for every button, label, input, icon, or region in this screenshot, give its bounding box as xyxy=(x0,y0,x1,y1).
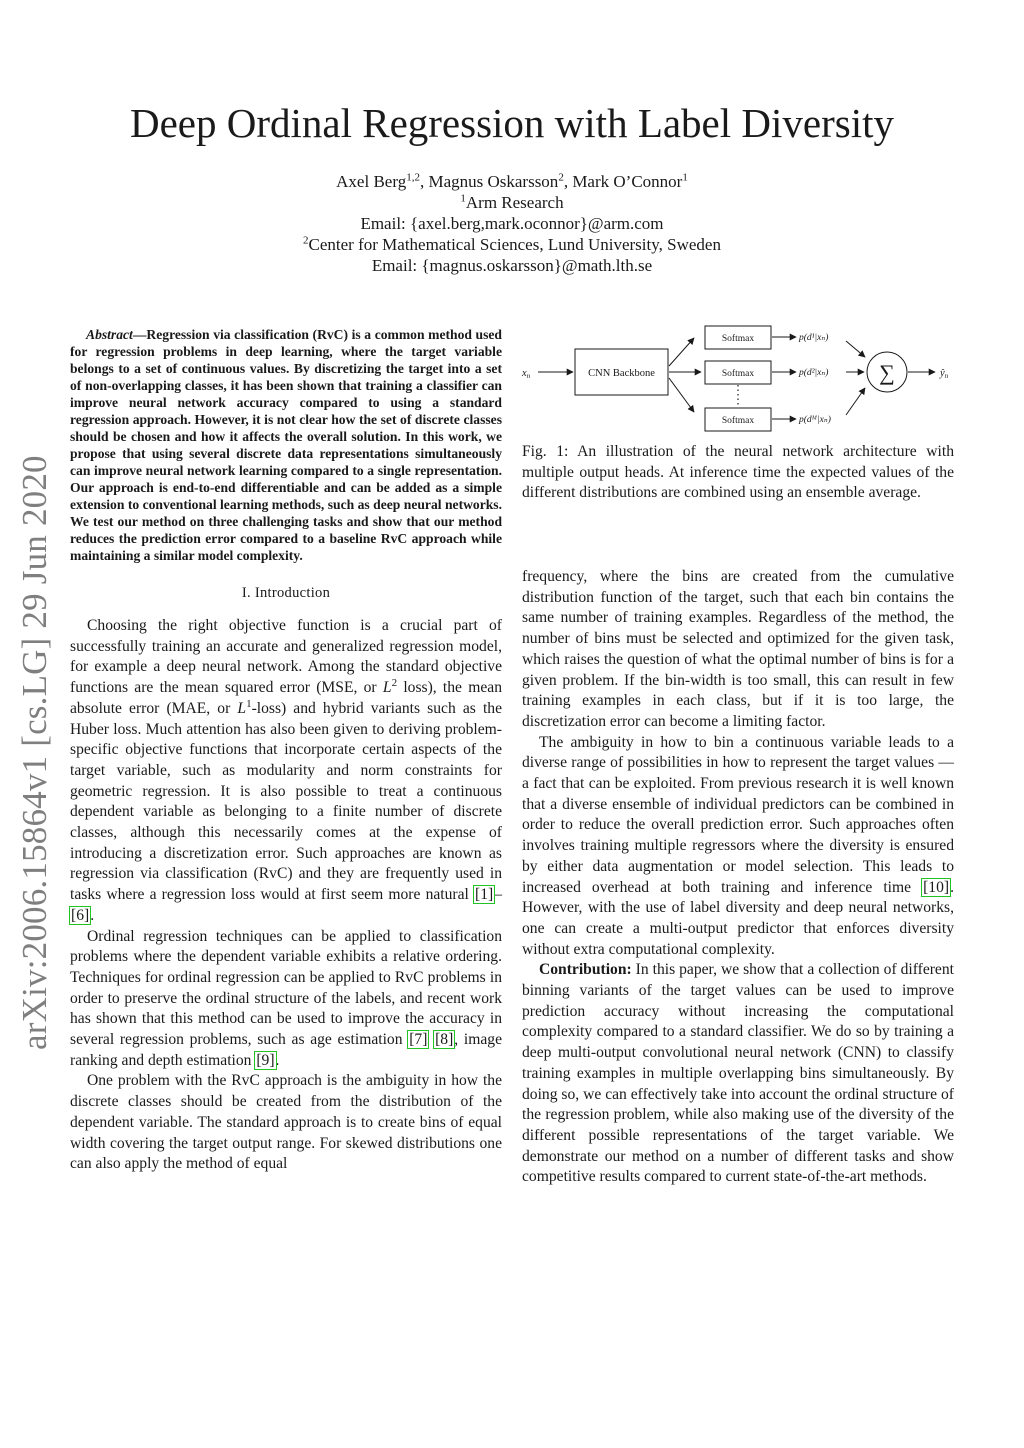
text-run: . xyxy=(90,906,95,924)
abstract-label: Abstract xyxy=(86,327,133,342)
author-name: Magnus Oskarsson xyxy=(428,172,559,191)
figure-caption: Fig. 1: An illustration of the neural network architecture with multiple output heads. At inference time the expected values of the different distributions are combined using an ensemble average. xyxy=(522,443,954,502)
citation-link[interactable]: [8] xyxy=(435,1031,454,1049)
text-run: The ambiguity in how to bin a continuous variable leads to a diverse range of possibilities in how to represent the target values — a fact that can be exploited. From previous research it is well known that a diverse ensemble of individual predictors can be combined in order to reduce the overall prediction error. Such approaches often involves training multiple regressors where the diversity is ensured by either data augmentation or model selection. This leads to increased overhead at both training and inference time xyxy=(522,733,954,896)
architecture-figure xyxy=(520,322,960,432)
author-affiliation-mark: 2 xyxy=(558,171,564,184)
math-symbol: L xyxy=(237,699,247,717)
affiliation-mark: 2 xyxy=(303,234,309,247)
sum-symbol: ∑ xyxy=(879,360,895,385)
softmax-label: Softmax xyxy=(721,369,755,379)
distribution-label: p(d²|xₙ) xyxy=(799,368,829,378)
paragraph: frequency, where the bins are created from the cumulative distribution function of the target, such that each bin contains the same number of training examples. Regardless of the method, the number of bins must be selected and optimized for the given task, which raises the question of what the optimal number of bins is for a given problem. If the bin-width is too small, this can result in few training examples in each class, but if it is too large, the discretization error can become a limiting factor. xyxy=(522,568,954,730)
abstract xyxy=(70,326,502,564)
text-run: . xyxy=(275,1051,280,1069)
cnn-backbone-label: CNN Backbone xyxy=(588,368,655,379)
affiliation-line xyxy=(0,192,1024,213)
paragraph xyxy=(70,616,502,927)
output-label: ŷn xyxy=(940,368,949,380)
paragraph xyxy=(522,960,954,1188)
citation-link[interactable]: [1] xyxy=(475,886,494,904)
math-superscript: 1 xyxy=(246,697,252,710)
affiliation-line xyxy=(0,234,1024,255)
paragraph xyxy=(522,733,954,961)
author-block xyxy=(0,171,1024,276)
distribution-label: p(d¹|xₙ) xyxy=(799,333,829,343)
affiliation-name: Arm Research xyxy=(465,193,564,212)
author-name: Mark O’Connor xyxy=(572,172,683,191)
text-run: In this paper, we show that a collection of different binning variants of the target values can be used to improve prediction accuracy without increasing the computational complexity compared to a standard classifier. We do so by training a deep multi-output convolutional neural network (CNN) to classify training examples in multiple overlapping bins simultaneously. By doing so, we can effectively take into account the ordinal structure of the regression problem, while also making use of the diversity of the different possible representations of the target variable. We demonstrate our method on a number of different tasks and show competitive results compared to current state-of-the-art methods. xyxy=(522,961,954,1186)
affiliation-mark: 1 xyxy=(460,192,466,205)
section-heading: I. Introduction xyxy=(241,585,331,601)
author-line: Axel Berg$^{1,2}$, Magnus Oskarsson$^2$, Mark O’Connor$^1$ xyxy=(336,171,688,191)
sum-input-arrow xyxy=(846,341,865,357)
text-run: loss), the mean absolute error (MAE, or xyxy=(70,679,503,717)
paragraph xyxy=(70,927,502,1072)
left-column xyxy=(70,326,502,1175)
text-run: Ordinal regression techniques can be applied to classification problems where the dependent variable exhibits a relative ordering. Techniques for ordinal regression can be applied to RvC problems in order to preserve the ordinal structure of the labels, and recent work has shown that this method can be used to improve the accuracy in several regression problems, such as age estimation xyxy=(70,927,502,1049)
arxiv-identifier: arXiv:2006.15864v1 [cs.LG] 29 Jun 2020 xyxy=(15,455,54,1050)
sum-input-arrow xyxy=(846,388,865,415)
right-column xyxy=(522,567,954,1188)
citation-link[interactable]: [7] xyxy=(409,1031,428,1049)
branch-arrow xyxy=(669,338,694,366)
text-run: . However, with the use of label diversity and deep neural networks, one can create a multi-output predictor that enforces diversity without extra computational complexity. xyxy=(522,878,954,958)
branch-arrow xyxy=(669,378,694,412)
contribution-label: Contribution: xyxy=(539,961,632,979)
input-label: xn xyxy=(522,368,531,380)
author-affiliation-mark: 1 xyxy=(682,171,688,184)
distribution-label: p(dᴹ|xₙ) xyxy=(799,415,831,425)
paragraph: One problem with the RvC approach is the ambiguity in how the discrete classes should be created from the distribution of the dependent variable. The standard approach is to create bins of equal width covering the target output range. For skewed distributions one can also apply the method of equal xyxy=(70,1072,502,1173)
math-superscript: 2 xyxy=(391,676,398,689)
math-symbol: L xyxy=(382,679,392,697)
author-name: Axel Berg xyxy=(336,172,407,191)
citation-link[interactable]: [6] xyxy=(71,906,90,924)
abstract-text: —Regression via classification (RvC) is a common method used for regression problems in deep learning, where the target variable belongs to a set of continuous values. By discretizing the target into a set of non-overlapping classes, it has been shown that training a classifier can improve neural network accuracy compared to using a standard regression approach. However, it is not clear how the set of discrete classes should be chosen and how it affects the overall solution. In this work, we propose that using several discrete data representations simultaneously can improve neural network learning compared to a single representation. Our approach is end-to-end differentiable and can be added as a simple extension to conventional learning methods, such as deep neural networks. We test our method on three challenging tasks and show that our method reduces the prediction error compared to a baseline RvC approach while maintaining a similar model complexity. xyxy=(70,327,502,563)
affiliation-name: Center for Mathematical Sciences, Lund University, Sweden xyxy=(308,235,721,254)
text-run: -loss) and hybrid variants such as the Huber loss. Much attention has also been given to deriving problem-specific objective functions that incorporate certain aspects of the target variable, such as modularity and norm constraints for geometric regression. It is also possible to treat a continuous dependent variable as belonging to a finite number of discrete classes, although this necessarily comes at the expense of introducing a discretization error. Such approaches are known as regression via classification (RvC) and they are frequently used in tasks where a regression loss would at first seem more natural xyxy=(70,699,502,904)
author-affiliation-mark: 1,2 xyxy=(406,171,420,184)
softmax-label: Softmax xyxy=(721,334,755,344)
citation-link[interactable]: [10] xyxy=(923,878,950,896)
email-line: Email: {magnus.oskarsson}@math.lth.se xyxy=(371,256,653,275)
text-run: Choosing the right objective function is a crucial part of successfully training an accurate and generalized regression model, for example a deep neural network. Among the standard objective functions are the mean squared error (MSE, or xyxy=(70,617,502,697)
text-run: – xyxy=(494,886,502,904)
email-line: Email: {axel.berg,mark.oconnor}@arm.com xyxy=(360,214,664,233)
softmax-label: Softmax xyxy=(721,416,755,426)
citation-link[interactable]: [9] xyxy=(256,1051,275,1069)
text-run: , image ranking and depth estimation xyxy=(70,1031,502,1069)
paper-title: Deep Ordinal Regression with Label Diversity xyxy=(129,100,894,146)
